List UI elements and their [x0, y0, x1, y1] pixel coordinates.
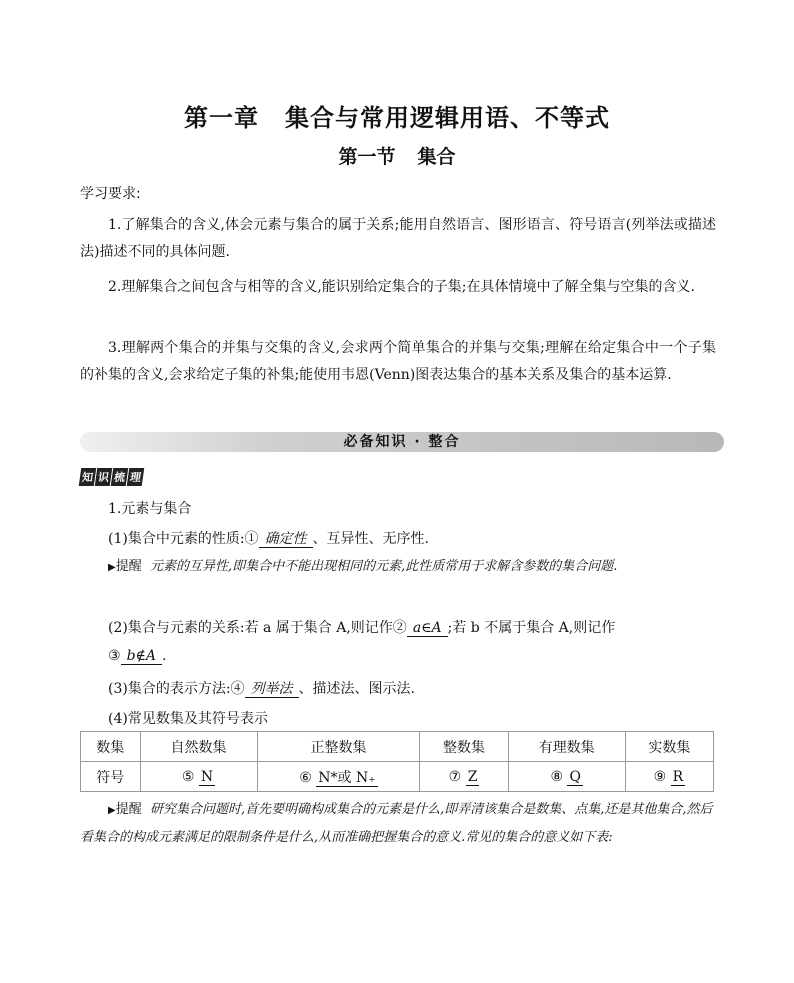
number-sets-heading: (4)常见数集及其符号表示 — [108, 711, 268, 727]
triangle-icon: ▶ — [108, 805, 116, 816]
tip-research — [80, 796, 716, 851]
badge-char-2: 识 — [95, 468, 113, 486]
element-relation-cont: ③ b∉A . — [108, 648, 167, 664]
chapter-number: 第一章 — [184, 104, 259, 132]
number-sets-table — [80, 731, 714, 792]
section-name: 集合 — [417, 146, 456, 168]
triangle-icon: ▶ — [108, 562, 116, 573]
representation-methods: (3)集合的表示方法:④ 列举法 、描述法、图示法. — [108, 681, 416, 697]
table-header-cell: 实数集 — [625, 732, 713, 762]
table-cell: ⑥ N*或 N₊ — [257, 762, 420, 792]
table-header-cell: 有理数集 — [508, 732, 625, 762]
banner-label: 必备知识 · 整合 — [343, 434, 461, 450]
table-header-cell: 正整数集 — [257, 732, 420, 762]
tip-text: 研究集合问题时,首先要明确构成集合的元素是什么,即弄清该集合是数集、点集,还是其他集合,然后看集合的构成元素满足的限制条件是什么,从而准确把握集合的意义.常见的集合的意义如下表: — [80, 802, 713, 845]
knowledge-heading: 1.元素与集合 — [108, 501, 192, 517]
tip-distinctness — [80, 553, 716, 581]
badge-char-4: 理 — [127, 468, 145, 486]
table-cell: ⑤ N — [140, 762, 257, 792]
table-header-row — [81, 732, 714, 762]
table-cell: ⑧ Q — [508, 762, 625, 792]
section-banner — [80, 432, 724, 452]
chapter-title — [0, 98, 794, 133]
section-title — [0, 142, 794, 169]
table-header-cell: 自然数集 — [140, 732, 257, 762]
fill-blank-1: 确定性 — [259, 531, 313, 548]
requirements-heading: 学习要求: — [80, 186, 141, 202]
section-number: 第一节 — [338, 146, 396, 168]
fill-blank-3: b∉A — [121, 648, 162, 665]
table-header-cell: 数集 — [81, 732, 141, 762]
requirement-item-3: 3.理解两个集合的并集与交集的含义,会求两个简单集合的并集与交集;理解在给定集合中一个子集的补集的含义,会求给定子集的补集;能使用韦恩(Venn)图表达集合的基本关系及集合的基本运算. — [80, 340, 716, 383]
requirement-item-1: 1.了解集合的含义,体会元素与集合的属于关系;能用自然语言、图形语言、符号语言(列举法或描述法)描述不同的具体问题. — [80, 217, 716, 260]
chapter-name: 集合与常用逻辑用语、不等式 — [285, 104, 610, 132]
tip-text: 元素的互异性,即集合中不能出现相同的元素,此性质常用于求解含参数的集合问题. — [149, 559, 618, 574]
table-row — [81, 762, 714, 792]
tip-label: 提醒 — [115, 802, 142, 817]
fill-blank-4: 列举法 — [245, 681, 299, 698]
element-properties: (1)集合中元素的性质:① 确定性 、互异性、无序性. — [108, 531, 430, 547]
table-row-label: 符号 — [81, 762, 141, 792]
badge-char-1: 知 — [79, 468, 97, 486]
table-cell: ⑦ Z — [420, 762, 508, 792]
table-cell: ⑨ R — [625, 762, 713, 792]
table-header-cell: 整数集 — [420, 732, 508, 762]
tip-label: 提醒 — [115, 559, 142, 574]
knowledge-badge — [80, 468, 144, 486]
requirement-item-2: 2.理解集合之间包含与相等的含义,能识别给定集合的子集;在具体情境中了解全集与空集的含义. — [108, 279, 695, 295]
fill-blank-2: a∈A — [407, 620, 448, 637]
badge-char-3: 梳 — [111, 468, 129, 486]
element-relation: (2)集合与元素的关系:若 a 属于集合 A,则记作② a∈A ;若 b 不属于集合 A,则记作 — [108, 620, 616, 636]
